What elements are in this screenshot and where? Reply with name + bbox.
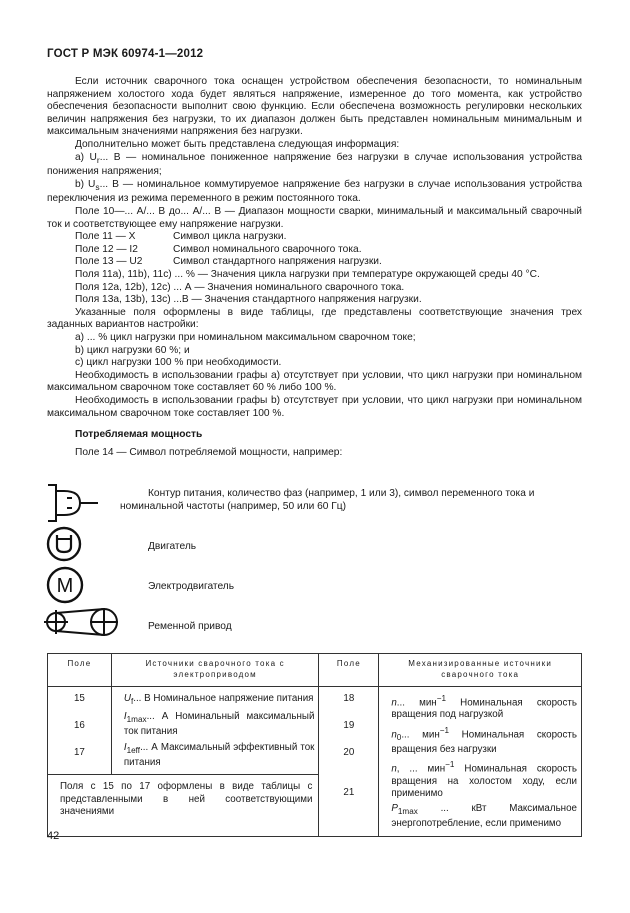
field-number: 19 bbox=[343, 720, 355, 732]
field-number: 15 bbox=[73, 693, 85, 704]
field-key: Поле 12 — I2 bbox=[75, 243, 138, 255]
paragraph: Поле 14 — Символ потребляемой мощности, например: bbox=[75, 446, 343, 458]
list-item: c) цикл нагрузки 100 % при необходимости. bbox=[75, 357, 282, 369]
page-number: 42 bbox=[47, 830, 60, 842]
field-value: Символ цикла нагрузки. bbox=[173, 231, 287, 243]
paragraph: Поля 12a, 12b), 12c) ... А — Значения номинального сварочного тока. bbox=[75, 281, 405, 293]
text: ... В Номинальное напряжение питания bbox=[133, 693, 314, 704]
engine-icon bbox=[46, 526, 82, 562]
field-description bbox=[391, 693, 577, 722]
list-item: a) ... % цикл нагрузки при номинальном максимальном сварочном токе; bbox=[75, 331, 416, 343]
symbol: n bbox=[391, 697, 397, 709]
field-value: Символ стандартного напряжения нагрузки. bbox=[173, 256, 382, 268]
text: , ... мин bbox=[396, 763, 446, 775]
symbol: I bbox=[123, 711, 127, 723]
symbol: b) U bbox=[75, 178, 96, 190]
text: ... А Номинальный максимальный ток питания bbox=[123, 711, 315, 738]
text: ... В — номинальное коммутируемое напряжение без нагрузки в случае использования устройства переключения из режима переменного в режим постоянного тока. bbox=[47, 178, 582, 205]
field-number: 20 bbox=[343, 747, 355, 759]
paragraph: Необходимость в использовании графы a) отсутствует при условии, что цикл нагрузки при номинальном максимальном сварочном токе составляет 60 % либо 100 %. bbox=[47, 369, 582, 394]
paragraph: Если источник сварочного тока оснащен устройством обеспечения безопасности, то номинальным напряжением холостого хода будет являться напряжение, измеренное до того момента, как устройство обеспечения безопасности выполнит свою функцию. Если обеспечена возможность регулировки нескольких величин напряжения без нагрузки, то их диапазон должен быть представлен номинальным минимальным и максимальным значениями напряжения без нагрузки. bbox=[47, 76, 582, 138]
document-header: ГОСТ Р МЭК 60974-1—2012 bbox=[47, 48, 204, 60]
text: ... мин bbox=[401, 728, 440, 740]
power-plug-icon bbox=[46, 482, 100, 524]
paragraph: Дополнительно может быть представлена следующая информация: bbox=[75, 138, 400, 150]
belt-drive-icon bbox=[44, 606, 120, 638]
field-value: Символ номинального сварочного тока. bbox=[173, 243, 362, 255]
text: ... А Максимальный эффективный ток питания bbox=[123, 741, 315, 768]
column-header: Источники сварочного тока с электроприводом bbox=[111, 654, 319, 687]
electric-motor-icon bbox=[46, 566, 84, 604]
superscript: −1 bbox=[439, 725, 450, 735]
superscript: −1 bbox=[436, 694, 447, 703]
note-text: Поля с 15 по 17 оформлены в виде таблицы с представленными в ней соответствующими значениями bbox=[60, 781, 313, 817]
symbol: n bbox=[391, 728, 397, 740]
subscript: 0 bbox=[396, 732, 402, 742]
symbol-description: Ременной привод bbox=[148, 621, 232, 632]
paragraph: Поля 11a), 11b), 11c) ... % — Значения цикла нагрузки при температуре окружающей среды 40 °С. bbox=[75, 268, 540, 280]
subscript: f bbox=[130, 696, 134, 706]
paragraph: Необходимость в использовании графы b) отсутствует при условии, что цикл нагрузки при номинальном максимальном сварочном токе составляет 100 %. bbox=[47, 394, 582, 419]
symbol: U bbox=[123, 693, 131, 704]
column-header: Поле bbox=[319, 654, 379, 687]
text: ... мин bbox=[396, 697, 437, 709]
body-text bbox=[47, 76, 582, 459]
field-description bbox=[124, 693, 315, 708]
table-header-row bbox=[48, 654, 582, 687]
table-cell bbox=[379, 687, 582, 837]
list-item-a bbox=[47, 152, 582, 179]
symbol-description: Электродвигатель bbox=[148, 581, 235, 592]
text: Номинальная скорость вращения под нагрузкой bbox=[391, 697, 577, 721]
field-row-13 bbox=[47, 256, 582, 269]
field-description bbox=[391, 759, 577, 800]
field-description bbox=[124, 711, 315, 738]
symbol: n bbox=[391, 763, 397, 775]
symbols-list bbox=[0, 478, 630, 638]
motor-letter: M bbox=[56, 575, 74, 597]
field-number: 16 bbox=[73, 720, 85, 732]
paragraph: Поле 10—... А/... В до... А/... В — Диапазон мощности сварки, минимальный и максимальный сварочный ток и соответствующее ему напряжение нагрузки. bbox=[47, 206, 582, 230]
text: ... кВт Максимальное энергопотребление, если применимо bbox=[391, 803, 577, 830]
field-number: 21 bbox=[343, 786, 355, 798]
subscript: 1max bbox=[397, 807, 418, 817]
superscript: −1 bbox=[445, 760, 455, 770]
paragraph: Указанные поля оформлены в виде таблицы, где представлены соответствующие значения трех заданных вариантов настройки: bbox=[47, 306, 582, 331]
paragraph: Поля 13a, 13b), 13c) ...В — Значения стандартного напряжения нагрузки. bbox=[75, 294, 422, 306]
subscript: r bbox=[96, 154, 100, 165]
field-number: 18 bbox=[343, 693, 355, 704]
text: Номинальная скорость вращения без нагрузки bbox=[391, 728, 577, 756]
field-key: Поле 13 — U2 bbox=[75, 256, 143, 268]
field-key: Поле 11 — X bbox=[75, 231, 136, 243]
field-number: 17 bbox=[73, 747, 85, 759]
table-row bbox=[48, 687, 582, 775]
table-cell bbox=[48, 687, 112, 775]
symbol: a) U bbox=[75, 151, 97, 163]
list-item: b) цикл нагрузки 60 %; и bbox=[75, 344, 190, 356]
subscript: s bbox=[95, 181, 100, 192]
fields-table bbox=[47, 653, 582, 837]
field-description bbox=[391, 725, 577, 757]
symbol-description: Контур питания, количество фаз (например, 1 или 3), символ переменного тока и номинальной частоты (например, 50 или 60 Гц) bbox=[120, 488, 535, 512]
list-item-b bbox=[47, 179, 582, 206]
field-row-12 bbox=[47, 244, 582, 257]
field-description bbox=[124, 742, 315, 769]
column-header: Поле bbox=[48, 654, 112, 687]
section-title: Потребляемая мощность bbox=[75, 429, 203, 441]
subscript: 1max bbox=[126, 715, 147, 725]
field-row-11 bbox=[47, 231, 582, 244]
column-header: Механизированные источники сварочного тока bbox=[379, 654, 582, 687]
table-cell bbox=[319, 687, 379, 837]
symbol-description: Двигатель bbox=[148, 541, 197, 552]
table-cell bbox=[111, 687, 319, 775]
symbol: P bbox=[391, 803, 398, 815]
subscript: 1eff bbox=[126, 745, 141, 755]
field-description bbox=[391, 803, 577, 830]
text: ... В — номинальное пониженное напряжение без нагрузки в случае использования устройства понижения напряжения; bbox=[47, 151, 582, 178]
table-note bbox=[48, 775, 319, 836]
text: Номинальная скорость вращения на холостом ходу, если применимо bbox=[391, 763, 578, 799]
symbol: I bbox=[123, 741, 127, 753]
